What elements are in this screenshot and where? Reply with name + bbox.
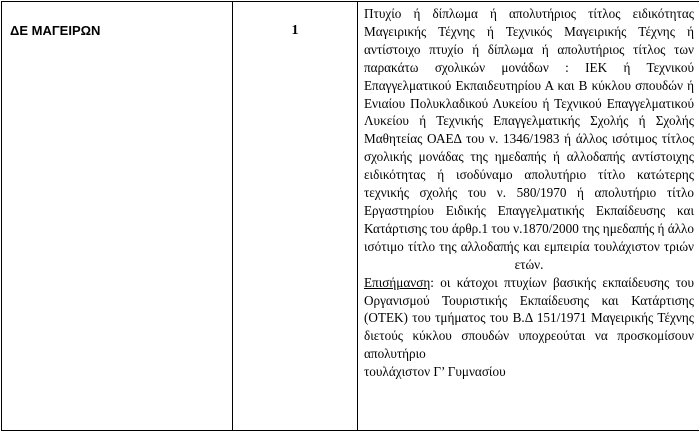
role-cell <box>2 2 233 431</box>
positions-count-cell <box>233 2 358 431</box>
note-body: : οι κάτοχοι πτυχίων βασικής εκπαίδευσης του Οργανισμού Τουριστικής Εκπαίδευσης και Κατάρτισης (ΟΤΕΚ) του τμήματος του Β.Δ 151/1971 Μαγειρικής Τέχνης διετούς κύκλου σπουδών υποχρεούται να προσκομίσουν απολυτήριο <box>364 274 694 362</box>
role-name: ΔΕ ΜΑΓΕΙΡΩΝ <box>10 23 101 38</box>
note-last-line: τουλάχιστον Γ’ Γυμνασίου <box>364 364 506 380</box>
qualifications-table <box>1 1 699 431</box>
qualifications-text: Πτυχίο ή δίπλωμα ή απολυτήριος τίτλος ειδικότητας Μαγειρικής Τέχνης ή Τεχνικός Μαγειρικής Τέχνης ή αντίστοιχο πτυχίο ή δίπλωμα ή απολυτήριος τίτλος των παρακάτω σχολικών μονάδων : ΙΕΚ ή Τεχνικού Επαγγελματικού Εκπαιδευτηρίου Α και Β κύκλου σπουδών ή Ενιαίου Πολυκλαδικού Λυκείου ή Τεχνικού Επαγγελματικού Λυκείου ή Τεχνικής Επαγγελματικής Σχολής ή Σχολής Μαθητείας ΟΑΕΔ του ν. 1346/1983 ή άλλος ισότιμος τίτλος σχολικής μονάδας της ημεδαπής ή αλλοδαπής αντίστοιχης ειδικότητας ή ισοδύναμο απολυτήριο τίτλο κατώτερης τεχνικής σχολής του ν. 580/1970 ή απολυτήριο τίτλο Εργαστηρίου Ειδικής Επαγγελματικής Εκπαίδευσης και Κατάρτισης του άρθρ.1 του ν.1870/2000 της ημεδαπής ή άλλο ισότιμο τίτλο της αλλοδαπής και εμπειρία τουλάχιστον τριών ετών. <box>364 6 694 272</box>
note-label: Επισήμανση <box>364 274 431 290</box>
qualifications-cell <box>358 2 699 431</box>
table-row <box>2 2 699 431</box>
positions-count: 1 <box>291 23 299 38</box>
note-paragraph <box>364 274 694 364</box>
qualifications-content <box>358 2 699 381</box>
